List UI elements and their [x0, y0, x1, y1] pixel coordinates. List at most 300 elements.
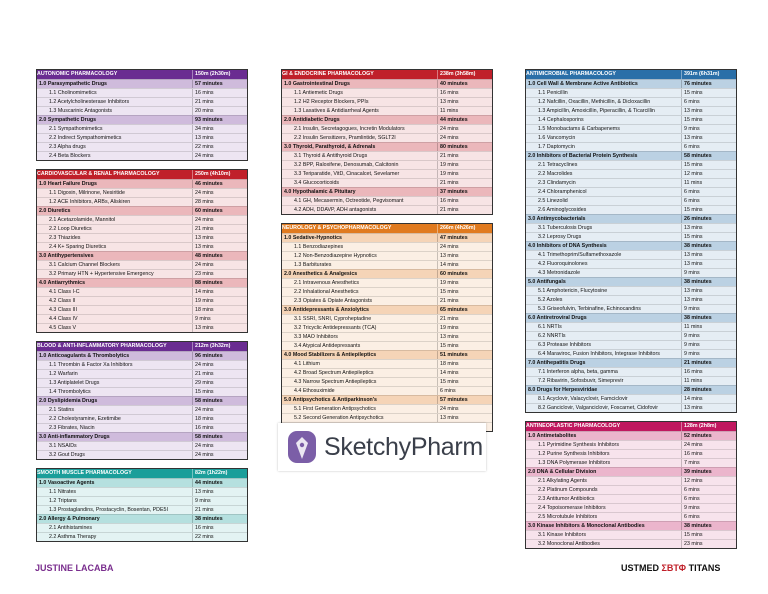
topic-row-label: 1.3 Laxatives & Antidiarrheal Agents: [294, 108, 379, 114]
topic-row: [526, 340, 736, 349]
topic-row: [526, 485, 736, 494]
topic-row: [37, 505, 247, 514]
topic-row-duration: 24 mins: [192, 152, 247, 160]
section-row: [282, 142, 492, 151]
topic-row-label: 4.1 GH, Mecasermin, Octreotide, Pegvisomant: [294, 198, 404, 204]
topic-row: [526, 403, 736, 412]
topic-row-duration: 16 mins: [192, 424, 247, 432]
topic-row: [282, 341, 492, 350]
section-row-duration: 44 minutes: [437, 116, 492, 124]
topic-row-duration: 15 mins: [437, 288, 492, 296]
topic-row-label: 1.3 Antiplatelet Drugs: [49, 380, 100, 386]
topic-row-label: 1.3 Prostaglandins, Prostacyclin, Bosentan, PDE5I: [49, 507, 168, 513]
topic-row-label: 3.1 Thyroid & Antithyroid Drugs: [294, 153, 368, 159]
section-row: [282, 305, 492, 314]
topic-row: [282, 169, 492, 178]
topic-row-label: 3.4 Atypical Antidepressants: [294, 343, 361, 349]
logo-text: SketchyPharm: [324, 432, 483, 461]
topic-row-duration: 6 mins: [681, 98, 736, 106]
section-row-label: 2.0 Dyslipidemia Drugs: [39, 398, 98, 404]
topic-row: [37, 197, 247, 206]
topic-row: [282, 287, 492, 296]
topic-row: [282, 133, 492, 142]
topic-row-duration: 15 mins: [437, 342, 492, 350]
topic-row-label: 1.1 Cholinomimetics: [49, 90, 97, 96]
topic-row-label: 2.2 Asthma Therapy: [49, 534, 97, 540]
section-row: [37, 251, 247, 260]
topic-row-duration: 24 mins: [681, 441, 736, 449]
subject-header: [282, 224, 492, 233]
topic-row-label: 2.2 Macrolides: [538, 171, 573, 177]
topic-row-label: 2.1 Statins: [49, 407, 75, 413]
section-row-label: 1.0 Antimetabolites: [528, 433, 577, 439]
topic-row: [37, 305, 247, 314]
topic-row: [37, 369, 247, 378]
topic-row: [282, 413, 492, 422]
topic-row-label: 4.1 Trimethoprim/Sulfamethoxazole: [538, 252, 622, 258]
topic-row: [526, 223, 736, 232]
topic-row-duration: 24 mins: [192, 361, 247, 369]
topic-row-duration: 13 mins: [192, 134, 247, 142]
topic-row-label: 3.2 BPP, Raloxifene, Denosumab, Calcitonin: [294, 162, 399, 168]
section-row-duration: 96 minutes: [192, 352, 247, 360]
topic-row-duration: 6 mins: [681, 486, 736, 494]
topic-row: [526, 512, 736, 521]
topic-row-duration: 12 mins: [681, 477, 736, 485]
topic-row-label: 1.3 Ampicillin, Amoxicillin, Piperacillin, & Ticarcillin: [538, 108, 655, 114]
topic-row-label: 8.1 Acyclovir, Valacyclovir, Famciclovir: [538, 396, 628, 402]
topic-row-duration: 21 mins: [192, 506, 247, 514]
topic-row-duration: 13 mins: [681, 251, 736, 259]
subject-header-label: SMOOTH MUSCLE PHARMACOLOGY: [37, 470, 132, 476]
topic-row-label: 1.3 DNA Polymerase Inhibitors: [538, 460, 611, 466]
topic-row-label: 1.2 Nafcillin, Oxacillin, Methicillin, & Dicloxacillin: [538, 99, 651, 105]
section-row: [37, 206, 247, 215]
section-row-duration: 28 minutes: [681, 386, 736, 394]
subject-header-duration: 82m (1h22m): [192, 469, 247, 478]
topic-row: [282, 88, 492, 97]
topic-row: [282, 124, 492, 133]
topic-row-label: 3.2 Monoclonal Antibodies: [538, 541, 600, 547]
topic-row-duration: 11 mins: [681, 377, 736, 385]
topic-row-duration: 22 mins: [192, 533, 247, 541]
topic-row: [526, 349, 736, 358]
topic-row: [526, 268, 736, 277]
topic-row-label: 3.2 Tricyclic Antidepressants (TCA): [294, 325, 377, 331]
topic-row: [282, 404, 492, 413]
section-row-duration: 58 minutes: [192, 397, 247, 405]
topic-row-label: 4.5 Class V: [49, 325, 77, 331]
section-row: [526, 431, 736, 440]
topic-row: [526, 367, 736, 376]
topic-row-label: 1.1 Penicillin: [538, 90, 568, 96]
topic-row: [282, 260, 492, 269]
topic-row: [282, 196, 492, 205]
topic-row: [37, 133, 247, 142]
topic-row: [37, 450, 247, 459]
section-row: [37, 115, 247, 124]
topic-row: [526, 440, 736, 449]
topic-row: [37, 441, 247, 450]
topic-row: [282, 332, 492, 341]
section-row: [526, 358, 736, 367]
topic-row-label: 1.4 Thrombolytics: [49, 389, 91, 395]
topic-row-label: 2.5 Linezolid: [538, 198, 568, 204]
section-row-duration: 37 minutes: [437, 188, 492, 196]
topic-row: [526, 503, 736, 512]
topic-row-label: 3.2 Primary HTN + Hypertensive Emergency: [49, 271, 154, 277]
section-row-label: 4.0 Mood Stabilizers & Antiepileptics: [284, 352, 377, 358]
topic-row: [37, 360, 247, 369]
topic-row-label: 4.1 Lithium: [294, 361, 320, 367]
section-row-label: 7.0 Antihepatitis Drugs: [528, 360, 586, 366]
section-row-duration: 58 minutes: [681, 152, 736, 160]
section-row: [526, 79, 736, 88]
section-row-duration: 60 minutes: [192, 207, 247, 215]
topic-row-duration: 20 mins: [192, 107, 247, 115]
subject-table: [36, 341, 248, 460]
subject-header: [37, 469, 247, 478]
topic-row-duration: 9 mins: [681, 305, 736, 313]
subject-header-duration: 391m (6h31m): [681, 70, 736, 79]
section-row-duration: 38 minutes: [681, 278, 736, 286]
topic-row-label: 4.2 Class II: [49, 298, 76, 304]
topic-row: [37, 323, 247, 332]
topic-row-duration: 13 mins: [681, 134, 736, 142]
topic-row-label: 6.3 Protease Inhibitors: [538, 342, 591, 348]
topic-row-label: 4.3 Narrow Spectrum Antiepileptics: [294, 379, 377, 385]
section-row-label: 2.0 Inhibitors of Bacterial Protein Synthesis: [528, 153, 638, 159]
topic-row: [526, 250, 736, 259]
topic-row-duration: 9 mins: [681, 332, 736, 340]
section-row-duration: 44 minutes: [192, 479, 247, 487]
topic-row-duration: 13 mins: [437, 414, 492, 422]
topic-row-duration: 11 mins: [681, 323, 736, 331]
section-row-label: 1.0 Anticoagulants & Thrombolytics: [39, 353, 130, 359]
section-row: [37, 396, 247, 405]
topic-row-duration: 21 mins: [437, 206, 492, 214]
topic-row-duration: 6 mins: [437, 387, 492, 395]
topic-row-duration: 24 mins: [437, 405, 492, 413]
subject-table: [281, 69, 493, 215]
topic-row-label: 3.3 MAO Inhibitors: [294, 334, 338, 340]
section-row: [37, 514, 247, 523]
topic-row-duration: 9 mins: [192, 315, 247, 323]
section-row-duration: 39 minutes: [681, 468, 736, 476]
topic-row-duration: 13 mins: [681, 287, 736, 295]
subject-table: [36, 468, 248, 542]
topic-row-duration: 21 mins: [437, 297, 492, 305]
topic-row: [37, 124, 247, 133]
topic-row: [37, 215, 247, 224]
topic-row: [526, 187, 736, 196]
section-row-duration: 57 minutes: [192, 80, 247, 88]
topic-row: [37, 423, 247, 432]
topic-row-label: 3.3 Teriparatide, VitD, Cinacalcet, Sevelamer: [294, 171, 400, 177]
group-suffix: TITANS: [688, 563, 721, 573]
section-row-label: 3.0 Kinase Inhibitors & Monoclonal Antibodies: [528, 523, 645, 529]
topic-row-label: 2.4 K+ Sparing Diuretics: [49, 244, 107, 250]
subject-header-label: GI & ENDOCRINE PHARMACOLOGY: [282, 71, 374, 77]
topic-row-label: 1.5 Monobactams & Carbapenems: [538, 126, 620, 132]
topic-row-label: 3.1 Kinase Inhibitors: [538, 532, 586, 538]
topic-row: [526, 106, 736, 115]
section-row-label: 1.0 Vasoactive Agents: [39, 480, 95, 486]
subject-header: [37, 170, 247, 179]
section-row: [282, 115, 492, 124]
topic-row-duration: 9 mins: [681, 341, 736, 349]
topic-row-duration: 24 mins: [192, 216, 247, 224]
topic-row-duration: 29 mins: [192, 379, 247, 387]
topic-row-duration: 21 mins: [192, 370, 247, 378]
topic-row-label: 2.3 Thiazides: [49, 235, 81, 241]
subject-header: [526, 70, 736, 79]
topic-row-label: 2.3 Alpha drugs: [49, 144, 86, 150]
topic-row-duration: 15 mins: [681, 206, 736, 214]
topic-row: [282, 377, 492, 386]
topic-row-duration: 16 mins: [192, 524, 247, 532]
schedule-column: [281, 69, 491, 440]
section-row-label: 3.0 Antihypertensives: [39, 253, 94, 259]
topic-row-duration: 14 mins: [681, 395, 736, 403]
topic-row: [282, 106, 492, 115]
topic-row: [37, 532, 247, 541]
topic-row: [526, 539, 736, 548]
topic-row-duration: 13 mins: [681, 107, 736, 115]
topic-row-label: 1.3 Muscarinic Antagonists: [49, 108, 113, 114]
topic-row-label: 1.2 H2 Receptor Blockers, PPIs: [294, 99, 369, 105]
topic-row-label: 2.1 Acetazolamide, Mannitol: [49, 217, 116, 223]
section-row: [37, 278, 247, 287]
topic-row-duration: 9 mins: [192, 497, 247, 505]
topic-row: [37, 387, 247, 396]
topic-row-label: 2.1 Sympathomimetics: [49, 126, 103, 132]
topic-row-duration: 24 mins: [192, 451, 247, 459]
topic-row: [526, 169, 736, 178]
topic-row-duration: 15 mins: [681, 89, 736, 97]
section-row: [37, 179, 247, 188]
schedule-column: [36, 69, 246, 550]
topic-row: [37, 296, 247, 305]
topic-row-duration: 21 mins: [437, 152, 492, 160]
topic-row-duration: 13 mins: [192, 243, 247, 251]
section-row: [282, 187, 492, 196]
topic-row-duration: 15 mins: [681, 161, 736, 169]
topic-row-label: 1.6 Vancomycin: [538, 135, 576, 141]
topic-row-label: 5.1 Amphotericin, Flucytosine: [538, 288, 608, 294]
topic-row: [526, 142, 736, 151]
topic-row-label: 3.1 Tuberculosis Drugs: [538, 225, 593, 231]
topic-row-label: 5.1 First Generation Antipsychotics: [294, 406, 376, 412]
subject-header: [37, 70, 247, 79]
section-row: [37, 432, 247, 441]
section-row-label: 3.0 Antimycobacterials: [528, 216, 586, 222]
topic-row-label: 2.6 Aminoglycosides: [538, 207, 587, 213]
topic-row: [282, 160, 492, 169]
topic-row-duration: 9 mins: [681, 269, 736, 277]
section-row-label: 3.0 Thyroid, Parathyroid, & Adrenals: [284, 144, 376, 150]
topic-row-duration: 11 mins: [681, 179, 736, 187]
subject-header-duration: 212m (3h32m): [192, 342, 247, 351]
author-name: JUSTINE LACABA: [35, 563, 114, 573]
topic-row-label: 1.1 Pyrimidine Synthesis Inhibitors: [538, 442, 619, 448]
topic-row: [526, 286, 736, 295]
topic-row: [526, 259, 736, 268]
subject-header-label: AUTONOMIC PHARMACOLOGY: [37, 71, 118, 77]
section-row: [526, 151, 736, 160]
topic-row-label: 7.1 Interferon alpha, beta, gamma: [538, 369, 618, 375]
topic-row: [282, 151, 492, 160]
section-row-label: 1.0 Cell Wall & Membrane Active Antibiotics: [528, 81, 638, 87]
section-row: [526, 214, 736, 223]
topic-row-label: 1.4 Cephalosporins: [538, 117, 584, 123]
topic-row-duration: 16 mins: [437, 197, 492, 205]
topic-row-label: 1.1 Antiemetic Drugs: [294, 90, 343, 96]
topic-row-duration: 9 mins: [681, 504, 736, 512]
section-row-label: 8.0 Drugs for Herpesviridae: [528, 387, 598, 393]
topic-row-label: 7.2 Ribavirin, Sofosbuvir, Simeprevir: [538, 378, 624, 384]
topic-row-label: 2.5 Microtubule Inhibitors: [538, 514, 598, 520]
topic-row-label: 4.3 Metronidazole: [538, 270, 581, 276]
topic-row: [526, 322, 736, 331]
topic-row-duration: 15 mins: [192, 388, 247, 396]
topic-row: [526, 115, 736, 124]
section-row-label: 1.0 Heart Failure Drugs: [39, 181, 97, 187]
topic-row: [37, 106, 247, 115]
section-row-duration: 76 minutes: [681, 80, 736, 88]
topic-row-label: 1.2 Triptans: [49, 498, 77, 504]
section-row-duration: 46 minutes: [192, 180, 247, 188]
topic-row-duration: 13 mins: [437, 98, 492, 106]
topic-row-label: 2.3 Fibrates, Niacin: [49, 425, 95, 431]
topic-row-label: 2.4 Topoisomerase Inhibitors: [538, 505, 606, 511]
section-row: [282, 79, 492, 88]
section-row-label: 1.0 Sedative-Hypnotics: [284, 235, 342, 241]
topic-row: [526, 124, 736, 133]
section-row: [526, 241, 736, 250]
subject-header-label: ANTINEOPLASTIC PHARMACOLOGY: [526, 423, 621, 429]
topic-row-label: 1.3 Barbiturates: [294, 262, 332, 268]
topic-row-duration: 6 mins: [681, 513, 736, 521]
topic-row-label: 6.4 Maraviroc, Fusion Inhibitors, Integrase Inhibitors: [538, 351, 660, 357]
subject-table: [525, 69, 737, 413]
topic-row: [37, 260, 247, 269]
section-row-label: 4.0 Inhibitors of DNA Synthesis: [528, 243, 607, 249]
topic-row-label: 4.3 Class III: [49, 307, 77, 313]
topic-row-duration: 21 mins: [437, 179, 492, 187]
topic-row-label: 5.3 Griseofulvin, Terbinafine, Echinocandins: [538, 306, 641, 312]
section-row: [282, 233, 492, 242]
topic-row-duration: 13 mins: [192, 324, 247, 332]
subject-table: [36, 69, 248, 161]
section-row-duration: 52 minutes: [681, 432, 736, 440]
topic-row-label: 3.1 NSAIDs: [49, 443, 77, 449]
section-row-label: 5.0 Antifungals: [528, 279, 566, 285]
topic-row: [37, 142, 247, 151]
section-row-duration: 38 minutes: [192, 515, 247, 523]
topic-row-duration: 21 mins: [192, 98, 247, 106]
subject-table: [281, 223, 493, 432]
topic-row-duration: 18 mins: [192, 415, 247, 423]
topic-row-label: 2.1 Antihistamines: [49, 525, 92, 531]
topic-row-duration: 16 mins: [192, 89, 247, 97]
section-row-duration: 38 minutes: [681, 314, 736, 322]
topic-row-label: 3.2 Leprosy Drugs: [538, 234, 582, 240]
topic-row-duration: 14 mins: [437, 261, 492, 269]
topic-row-duration: 6 mins: [681, 197, 736, 205]
section-row: [282, 395, 492, 404]
topic-row: [37, 269, 247, 278]
topic-row: [526, 449, 736, 458]
subject-header-duration: 150m (2h30m): [192, 70, 247, 79]
topic-row: [526, 394, 736, 403]
topic-row-duration: 24 mins: [192, 442, 247, 450]
topic-row: [526, 304, 736, 313]
section-row-label: 2.0 Anesthetics & Analgesics: [284, 271, 358, 277]
topic-row: [37, 496, 247, 505]
topic-row: [282, 359, 492, 368]
section-row: [526, 385, 736, 394]
subject-header-label: CARDIOVASCULAR & RENAL PHARMACOLOGY: [37, 171, 160, 177]
topic-row-duration: 13 mins: [681, 404, 736, 412]
subject-header-duration: 128m (2h8m): [681, 422, 736, 431]
section-row: [282, 350, 492, 359]
topic-row-label: 2.3 Opiates & Opiate Antagonists: [294, 298, 373, 304]
topic-row-label: 5.2 Azoles: [538, 297, 563, 303]
section-row-label: 2.0 Sympathetic Drugs: [39, 117, 97, 123]
section-row-duration: 21 minutes: [681, 359, 736, 367]
topic-row: [282, 242, 492, 251]
topic-row-duration: 18 mins: [192, 306, 247, 314]
section-row-duration: 26 minutes: [681, 215, 736, 223]
topic-row: [526, 232, 736, 241]
topic-row-duration: 28 mins: [192, 198, 247, 206]
topic-row: [526, 133, 736, 142]
topic-row: [37, 314, 247, 323]
topic-row-label: 4.2 Fluoroquinolones: [538, 261, 588, 267]
topic-row-duration: 13 mins: [681, 260, 736, 268]
topic-row: [37, 378, 247, 387]
topic-row-duration: 24 mins: [437, 134, 492, 142]
topic-row: [282, 178, 492, 187]
topic-row-duration: 16 mins: [681, 450, 736, 458]
topic-row-duration: 14 mins: [192, 288, 247, 296]
section-row-duration: 47 minutes: [437, 234, 492, 242]
section-row-duration: 60 minutes: [437, 270, 492, 278]
subject-header-duration: 266m (4h26m): [437, 224, 492, 233]
topic-row-duration: 14 mins: [437, 369, 492, 377]
topic-row-duration: 9 mins: [681, 350, 736, 358]
topic-row: [37, 97, 247, 106]
topic-row: [282, 205, 492, 214]
topic-row-label: 2.1 Alkylating Agents: [538, 478, 587, 484]
topic-row: [526, 196, 736, 205]
section-row-duration: 48 minutes: [192, 252, 247, 260]
topic-row: [526, 494, 736, 503]
section-row-duration: 93 minutes: [192, 116, 247, 124]
topic-row: [526, 331, 736, 340]
topic-row-duration: 24 mins: [192, 189, 247, 197]
section-row-label: 3.0 Antidepressants & Anxiolytics: [284, 307, 369, 313]
topic-row: [526, 88, 736, 97]
topic-row-label: 1.1 Benzodiazepines: [294, 244, 344, 250]
topic-row-label: 1.2 Purine Synthesis Inhibitors: [538, 451, 610, 457]
topic-row: [526, 458, 736, 467]
group-prefix: USTMED: [621, 563, 659, 573]
topic-row-label: 4.1 Class I-C: [49, 289, 80, 295]
topic-row-duration: 6 mins: [681, 188, 736, 196]
topic-row-label: 3.2 Gout Drugs: [49, 452, 85, 458]
